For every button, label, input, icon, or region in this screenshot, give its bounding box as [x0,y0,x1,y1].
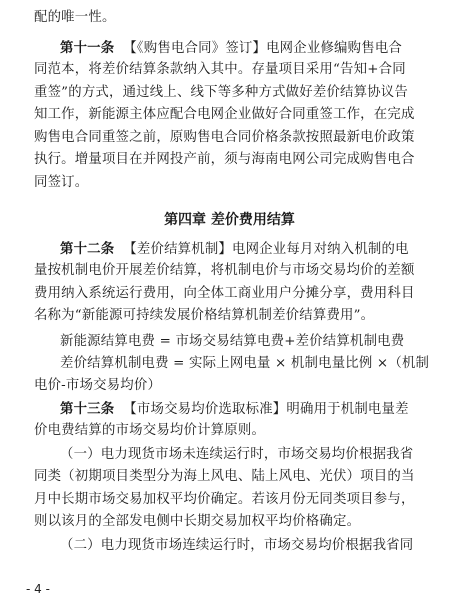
article-11-first-line [60,39,432,58]
formula-line: 电价-市场交易均价） [34,378,162,393]
article-number: 第十二条 [60,241,115,257]
text-line: 月中长期市场交易加权平均价确定。若该月份无同类项目参与， [34,492,415,507]
article-12-first-line [60,240,432,259]
text-line: 同签订。 [34,175,89,190]
article-heading: 【市场交易均价选取标准】 [123,402,287,417]
article-13-first-line [60,400,432,419]
page-number: - 4 - [26,582,50,596]
article-number: 第十三条 [60,401,115,417]
article-number: 第十一条 [60,40,115,56]
text-line: 执行。增量项目在并网投产前，须与海南电网公司完成购售电合 [34,152,415,167]
article-heading: 【《购售电合同》签订】 [123,41,267,56]
list-item-2: （二）电力现货市场连续运行时，市场交易均价根据我省同 [60,538,414,553]
text-line: 费用纳入系统运行费用，向全体工商业用户分摊分享，费用科目 [34,286,415,301]
text-line: 知工作，新能源主体应配合电网企业做好合同重签工作，在完成 [34,107,415,122]
text-line: 重签”的方式，通过线上、线下等多种方式做好差价结算协议告 [34,85,408,100]
text-line: 购售电合同重签之前，原购售电合同价格条款按照最新电价政策 [34,130,415,145]
text-line: 名称为“新能源可持续发展价格结算机制差价结算费用”。 [34,308,375,323]
chapter-heading: 第四章 差价费用结算 [164,212,295,228]
list-item-1: （一）电力现货市场未连续运行时，市场交易均价根据我省 [60,447,414,462]
text-line: 同范本，将差价结算条款纳入其中。存量项目采用“告知+合同 [34,62,406,77]
text-line: 价电费结算的市场交易均价计算原则。 [34,423,266,438]
formula-line: 新能源结算电费 = 市场交易结算电费+差价结算机制电费 [60,334,405,349]
text-fragment: 明确用于机制电量差 [286,402,409,417]
formula-line: 差价结算机制电费 = 实际上网电量 × 机制电量比例 ×（机制 [60,356,430,371]
text-fragment: 电网企业每月对纳入机制的电 [232,242,409,257]
article-heading: 【差价结算机制】 [123,242,233,257]
text-line: 配的唯一性。 [34,10,116,25]
text-line: 量按机制电价开展差价结算，将机制电价与市场交易均价的差额 [34,263,415,278]
text-line: 则以该月的全部发电侧中长期交易加权平均价格确定。 [34,514,361,529]
text-fragment: 电网企业修编购售电合 [266,41,402,56]
text-line: 同类（初期项目类型分为海上风电、陆上风电、光伏）项目的当 [34,469,415,484]
